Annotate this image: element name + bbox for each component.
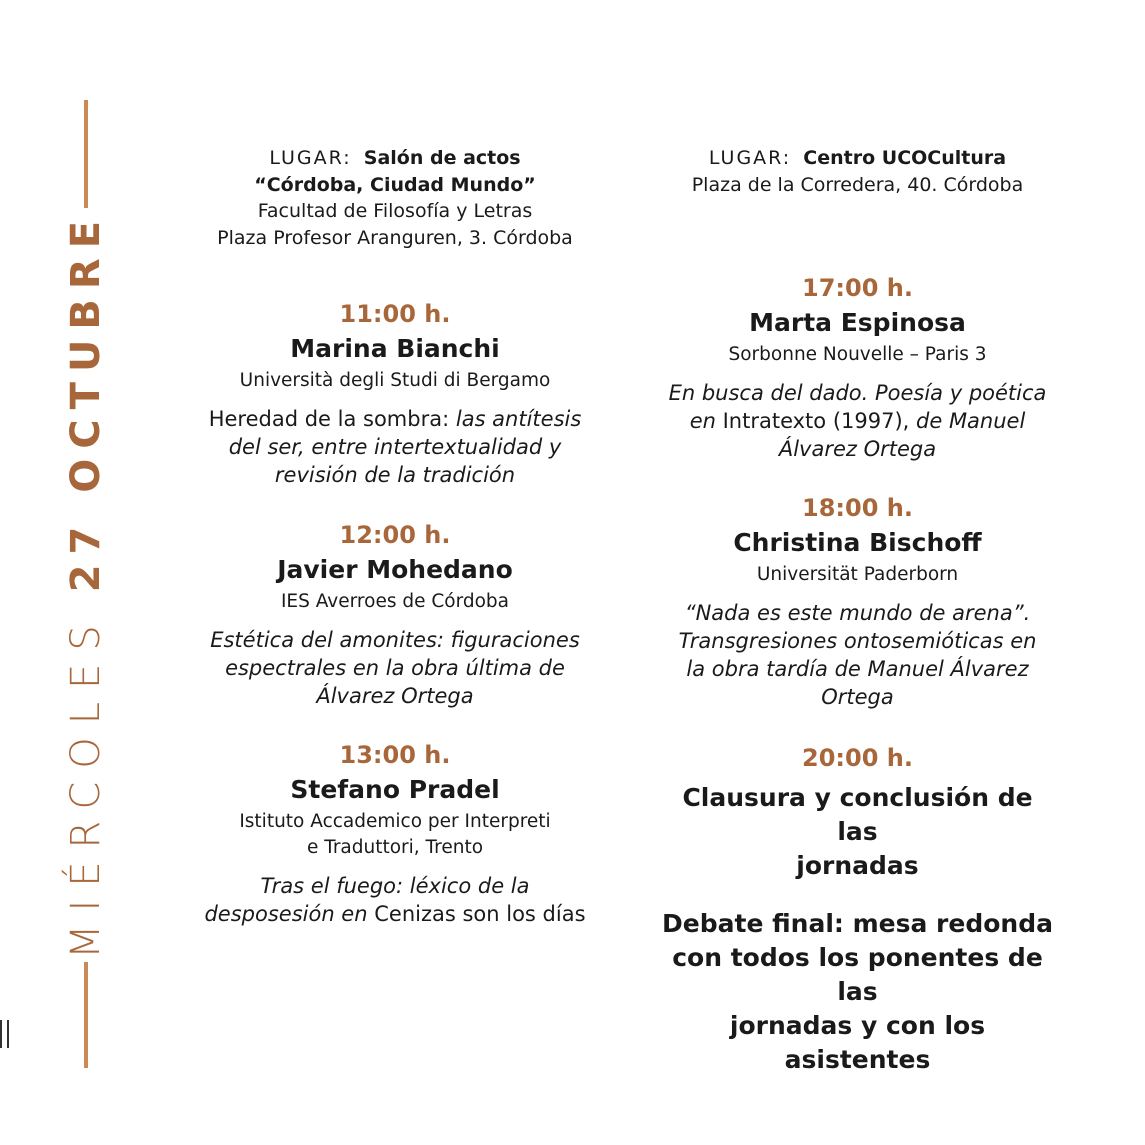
debate-line: jornadas y con los asistentes <box>729 1011 986 1074</box>
talk-title-part: Estética del amonites: figuraciones <box>210 628 580 652</box>
talk-title <box>660 379 1055 463</box>
decorative-rule-bottom <box>84 962 88 1068</box>
talk-title <box>660 599 1055 711</box>
talk-title <box>195 405 595 489</box>
closing-title <box>660 781 1055 883</box>
closing-title-line: jornadas <box>796 851 919 880</box>
talk-item <box>660 493 1055 711</box>
vertical-date-title <box>63 210 109 960</box>
talk-title-part: del ser, entre intertextualidad y <box>228 435 562 459</box>
venue-label: LUGAR: <box>708 147 792 169</box>
debate-line: Debate final: mesa redonda <box>662 909 1053 938</box>
speaker-affiliation: Università degli Studi di Bergamo <box>239 370 551 391</box>
talk-title-part: Álvarez Ortega <box>316 684 474 708</box>
speaker-name: Stefano Pradel <box>290 775 500 804</box>
date-label: 27 OCTUBRE <box>63 210 109 593</box>
talk-title <box>195 626 595 710</box>
right-venue <box>660 145 1055 198</box>
speaker-affiliation: IES Averroes de Córdoba <box>280 591 510 612</box>
closing-time: 20:00 h. <box>802 744 913 772</box>
talk-title-part: En busca del dado. Poesía y poética <box>668 381 1047 405</box>
talk-time: 12:00 h. <box>339 521 451 549</box>
speaker-name: Javier Mohedano <box>277 555 513 584</box>
talk-item <box>195 520 595 710</box>
talk-title-part: Intratexto (1997), <box>722 409 910 433</box>
debate-line: con todos los ponentes de las <box>672 943 1043 1006</box>
talk-title-part: Ortega <box>821 685 894 709</box>
talk-item <box>195 299 595 489</box>
talk-time: 11:00 h. <box>339 300 451 328</box>
speaker-name: Marta Espinosa <box>749 308 966 337</box>
talk-title-part: “Nada es este mundo de arena”. <box>684 601 1031 625</box>
speaker-name: Christina Bischoff <box>733 528 982 557</box>
talk-title-part: espectrales en la obra última de <box>225 656 565 680</box>
talk-title-part: en <box>689 409 716 433</box>
talk-item <box>195 740 595 928</box>
closing-session <box>660 743 1055 1077</box>
venue-label: LUGAR: <box>269 147 352 169</box>
talk-item <box>660 273 1055 463</box>
speaker-affiliation: Sorbonne Nouvelle – Paris 3 <box>728 344 987 365</box>
page-edge-mark <box>0 1020 9 1048</box>
talk-title-part: Cenizas son los días <box>374 902 586 926</box>
talk-title-part: Tras el fuego: léxico de la <box>260 874 530 898</box>
talk-title <box>195 872 595 928</box>
affiliation-line: Istituto Accademico per Interpreti <box>239 811 551 832</box>
venue-address: Plaza Profesor Aranguren, 3. Córdoba <box>217 226 573 249</box>
venue-address: Plaza de la Corredera, 40. Córdoba <box>691 173 1024 196</box>
talk-time: 13:00 h. <box>339 741 451 769</box>
closing-title-line: Clausura y conclusión de las <box>682 783 1033 846</box>
speaker-affiliation <box>195 809 595 861</box>
affiliation-line: e Traduttori, Trento <box>306 837 484 858</box>
weekday-label: MIÉRCOLES <box>63 612 109 960</box>
talk-title-part: las antítesis <box>455 407 582 431</box>
talk-time: 18:00 h. <box>802 494 913 522</box>
talk-title-part: Álvarez Ortega <box>778 437 937 461</box>
speaker-name: Marina Bianchi <box>290 334 500 363</box>
talk-time: 17:00 h. <box>802 274 913 302</box>
talk-title-part: Transgresiones ontosemióticas en <box>678 629 1037 653</box>
talk-title-part: Heredad de la sombra: <box>208 407 450 431</box>
talk-title-part: la obra tardía de Manuel Álvarez <box>686 657 1029 681</box>
venue-name: Centro UCOCultura <box>803 147 1007 169</box>
speaker-affiliation: Universität Paderborn <box>756 564 959 585</box>
decorative-rule-top <box>84 100 88 208</box>
talk-title-part: revisión de la tradición <box>274 463 516 487</box>
left-venue <box>195 145 595 251</box>
debate-title <box>660 907 1055 1077</box>
venue-faculty: Facultad de Filosofía y Letras <box>257 200 533 222</box>
venue-name: Salón de actos <box>363 147 521 169</box>
talk-title-part: de Manuel <box>916 409 1026 433</box>
talk-title-part: desposesión en <box>204 902 368 926</box>
venue-name-line2: “Córdoba, Ciudad Mundo” <box>254 173 536 196</box>
